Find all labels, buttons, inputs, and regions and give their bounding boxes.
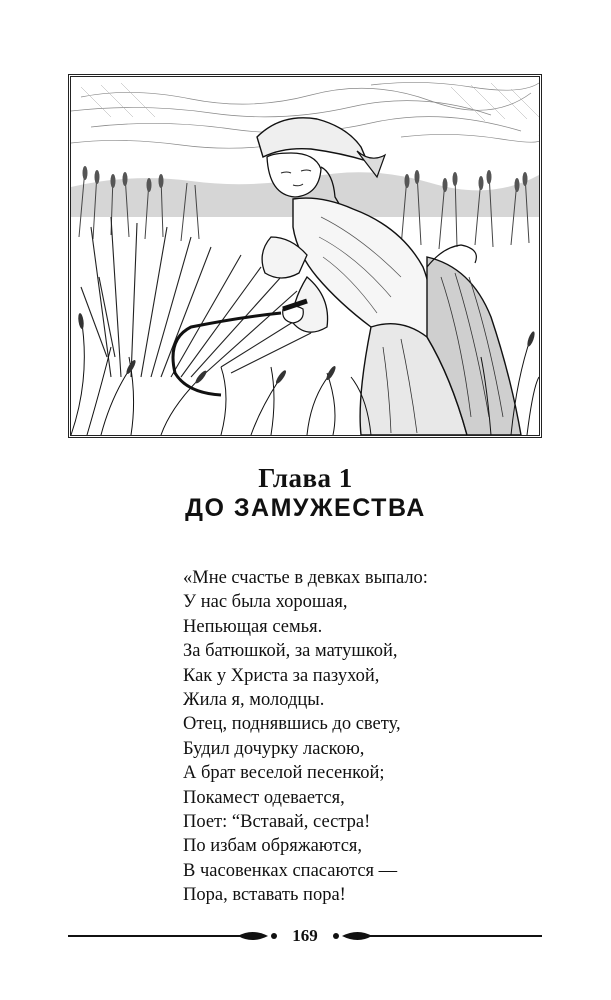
poem-line: Пора, вставать пора! bbox=[183, 885, 346, 906]
page-number: 169 bbox=[292, 926, 318, 945]
page-footer bbox=[68, 924, 542, 950]
poem bbox=[183, 566, 428, 908]
poem-line: У нас была хорошая, bbox=[183, 592, 348, 613]
chapter-illustration bbox=[68, 74, 542, 438]
poem-line: Жила я, молодцы. bbox=[183, 690, 325, 711]
poem-line: Покамест одевается, bbox=[183, 787, 345, 808]
poem-line: Непьющая семья. bbox=[183, 616, 323, 637]
poem-line: В часовенках спасаются — bbox=[183, 860, 398, 881]
poem-line: А брат веселой песенкой; bbox=[183, 763, 385, 784]
peasant-woman-reaping-illustration bbox=[71, 77, 539, 435]
poem-line: Поет: “Вставай, сестра! bbox=[183, 812, 371, 833]
poem-line: За батюшкой, за матушкой, bbox=[183, 641, 398, 662]
poem-line: «Мне счастье в девках выпало: bbox=[183, 568, 428, 588]
poem-line: По избам обряжаются, bbox=[183, 836, 363, 857]
chapter-title: ДО ЗАМУЖЕСТВА bbox=[185, 494, 426, 522]
poem-line: Как у Христа за пазухой, bbox=[183, 665, 380, 686]
chapter-number: Глава 1 bbox=[258, 463, 353, 493]
poem-line: Будил дочурку ласкою, bbox=[183, 738, 365, 759]
poem-line: Отец, поднявшись до свету, bbox=[183, 714, 401, 735]
